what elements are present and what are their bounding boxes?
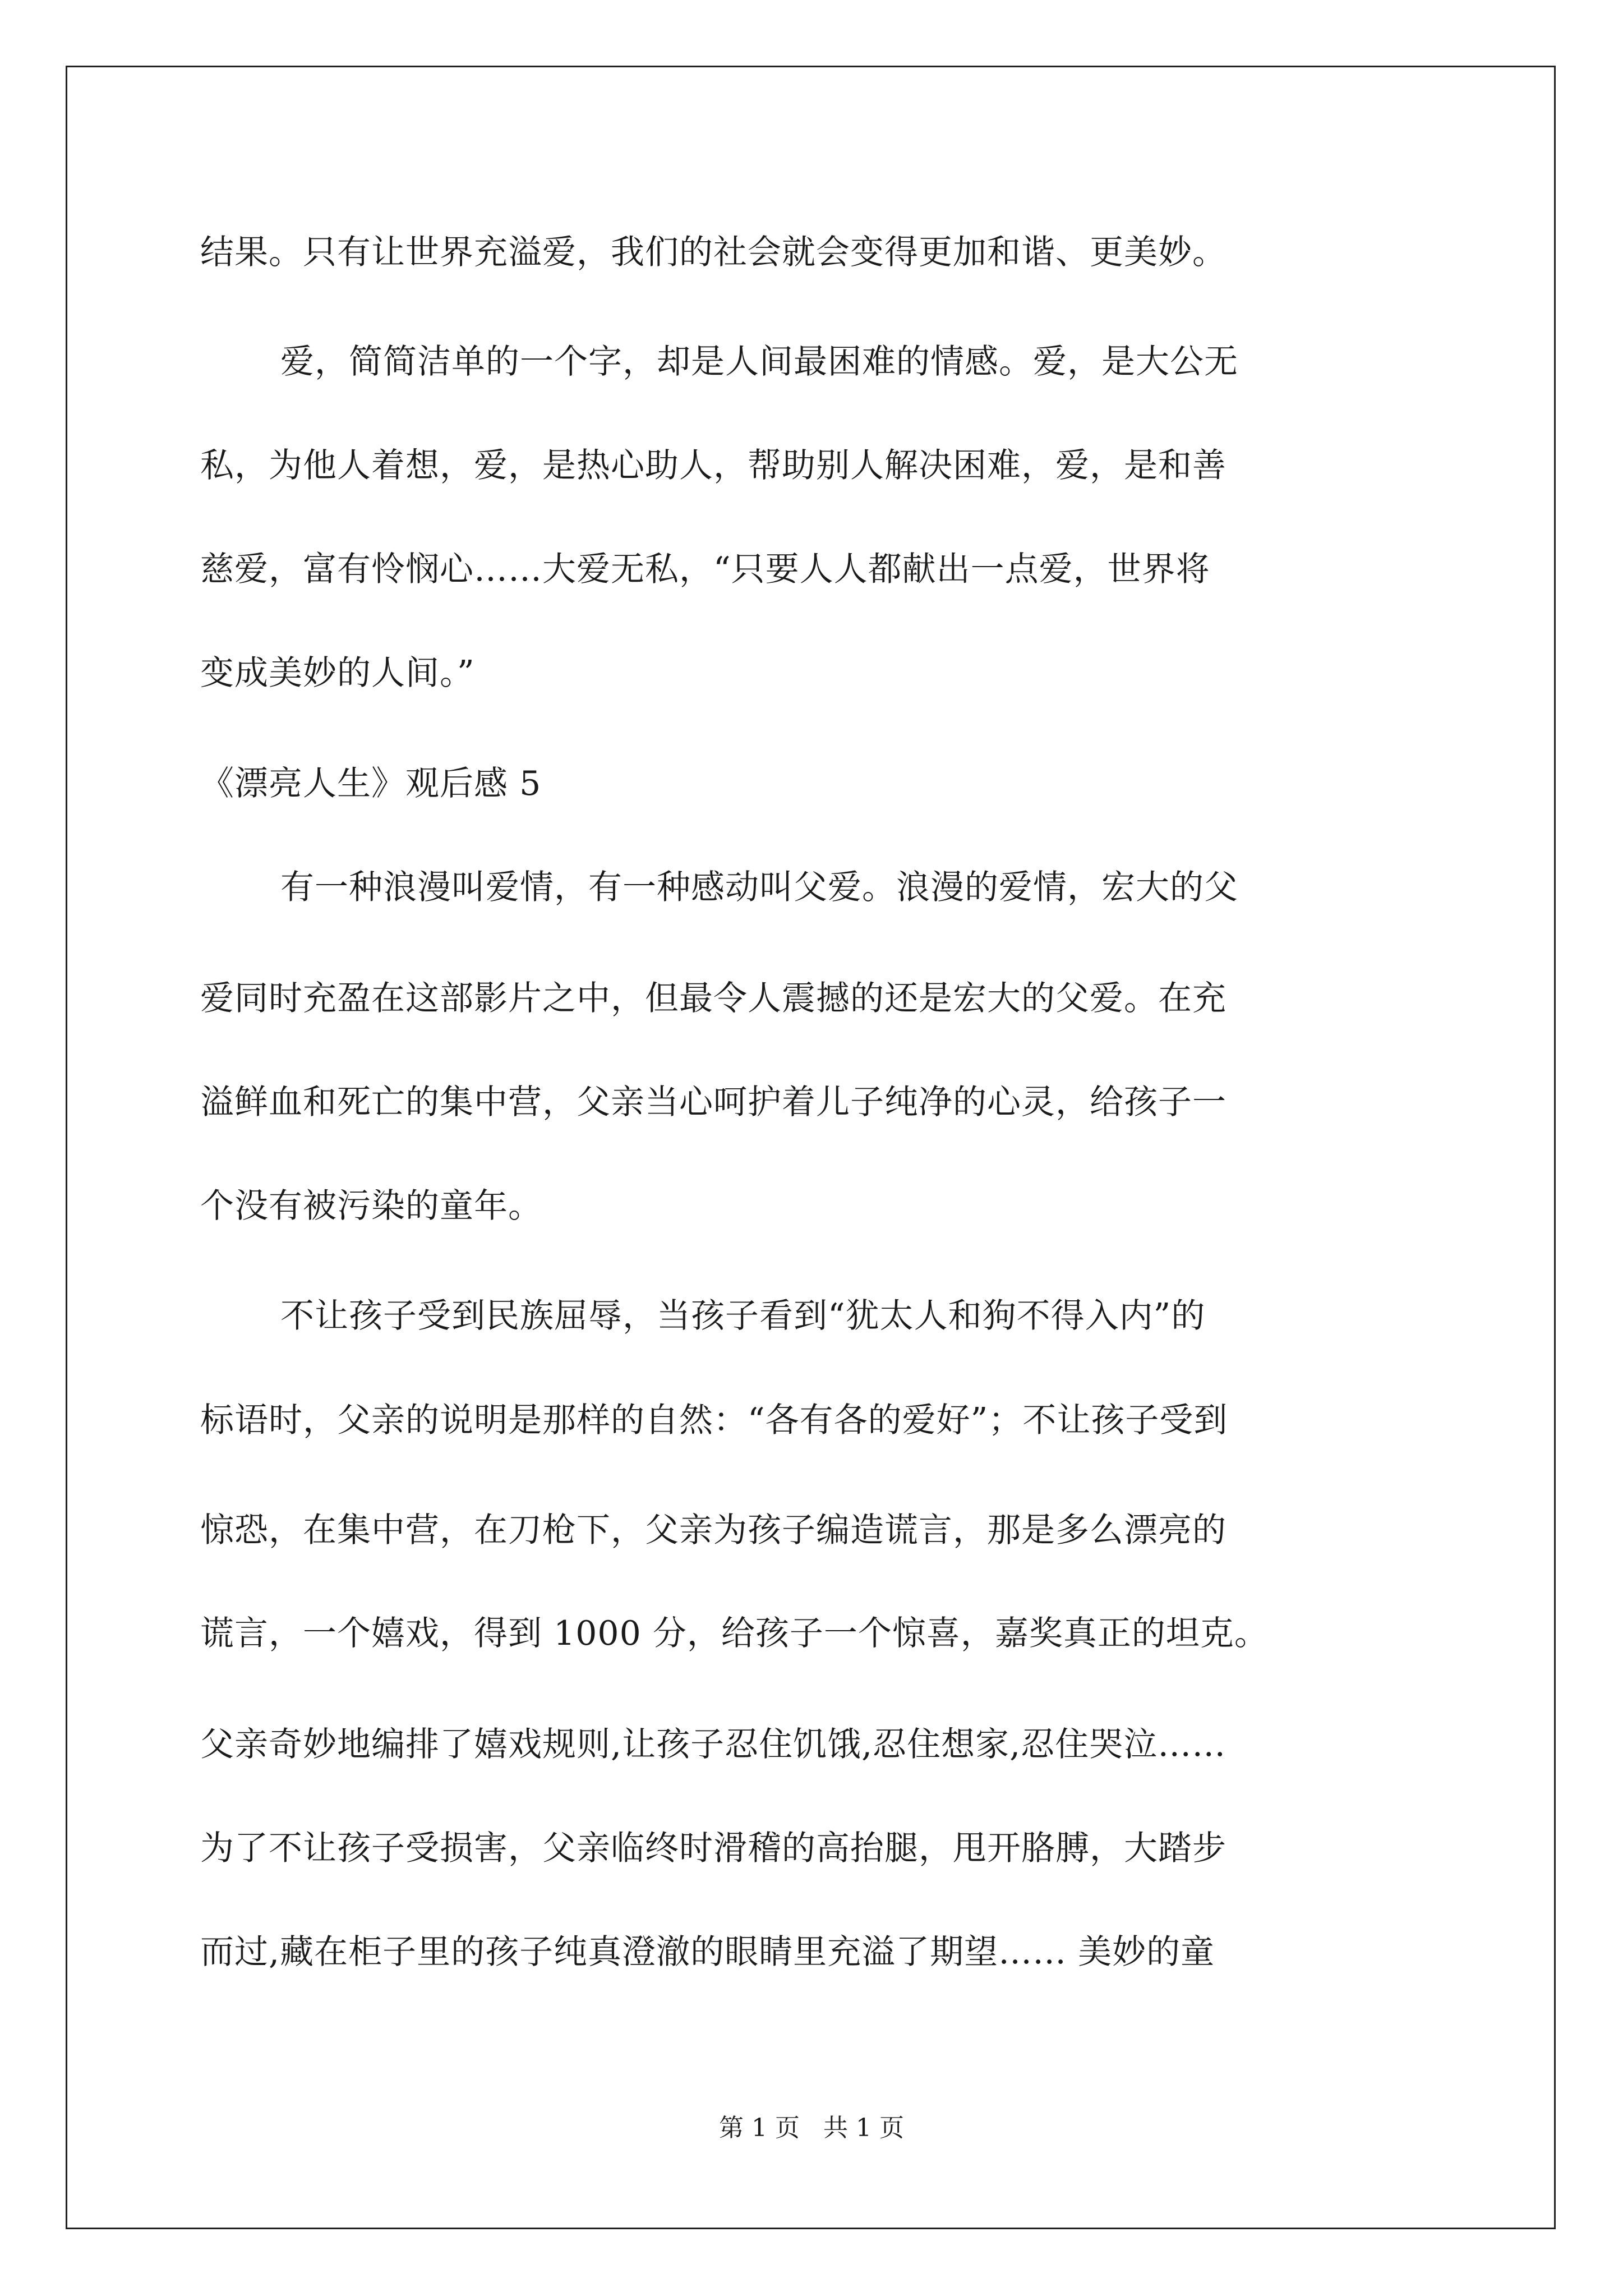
text-line: 谎言，一个嬉戏，得到 1000 分，给孩子一个惊喜，嘉奖真正的坦克。	[200, 1614, 1269, 1653]
text-line: 父亲奇妙地编排了嬉戏规则,让孩子忍住饥饿,忍住想家,忍住哭泣……	[200, 1725, 1227, 1764]
page-border	[66, 66, 1556, 2229]
text-line: 为了不让孩子受损害，父亲临终时滑稽的高抬腿，甩开胳膊，大踏步	[200, 1829, 1227, 1868]
text-line: 爱，简简洁单的一个字，却是人间最困难的情感。爱，是大公无	[280, 342, 1238, 381]
text-line: 结果。只有让世界充溢爱，我们的社会就会变得更加和谐、更美妙。	[200, 233, 1227, 272]
text-line: 变成美妙的人间。”	[200, 654, 475, 693]
text-line: 惊恐，在集中营，在刀枪下，父亲为孩子编造谎言，那是多么漂亮的	[200, 1511, 1227, 1550]
page-number-footer: 第 1 页 共 1 页	[719, 2114, 904, 2142]
text-line: 而过,藏在柜子里的孩子纯真澄澈的眼睛里充溢了期望…… 美妙的童	[200, 1932, 1215, 1972]
text-line: 不让孩子受到民族屈辱，当孩子看到“犹太人和狗不得入内”的	[280, 1296, 1206, 1336]
text-line: 溢鲜血和死亡的集中营，父亲当心呵护着儿子纯净的心灵，给孩子一	[200, 1083, 1227, 1122]
section-heading: 《漂亮人生》观后感 5	[200, 764, 542, 803]
text-line: 个没有被污染的童年。	[200, 1186, 542, 1226]
text-line: 慈爱，富有怜悯心……大爱无私，“只要人人都献出一点爱，世界将	[200, 550, 1210, 589]
text-line: 标语时，父亲的说明是那样的自然：“各有各的爱好”；不让孩子受到	[200, 1401, 1228, 1440]
text-line: 私，为他人着想，爱，是热心助人，帮助别人解决困难，爱，是和善	[200, 446, 1227, 485]
text-line: 爱同时充盈在这部影片之中，但最令人震撼的还是宏大的父爱。在充	[200, 979, 1227, 1018]
text-line: 有一种浪漫叫爱情，有一种感动叫父爱。浪漫的爱情，宏大的父	[280, 868, 1238, 907]
